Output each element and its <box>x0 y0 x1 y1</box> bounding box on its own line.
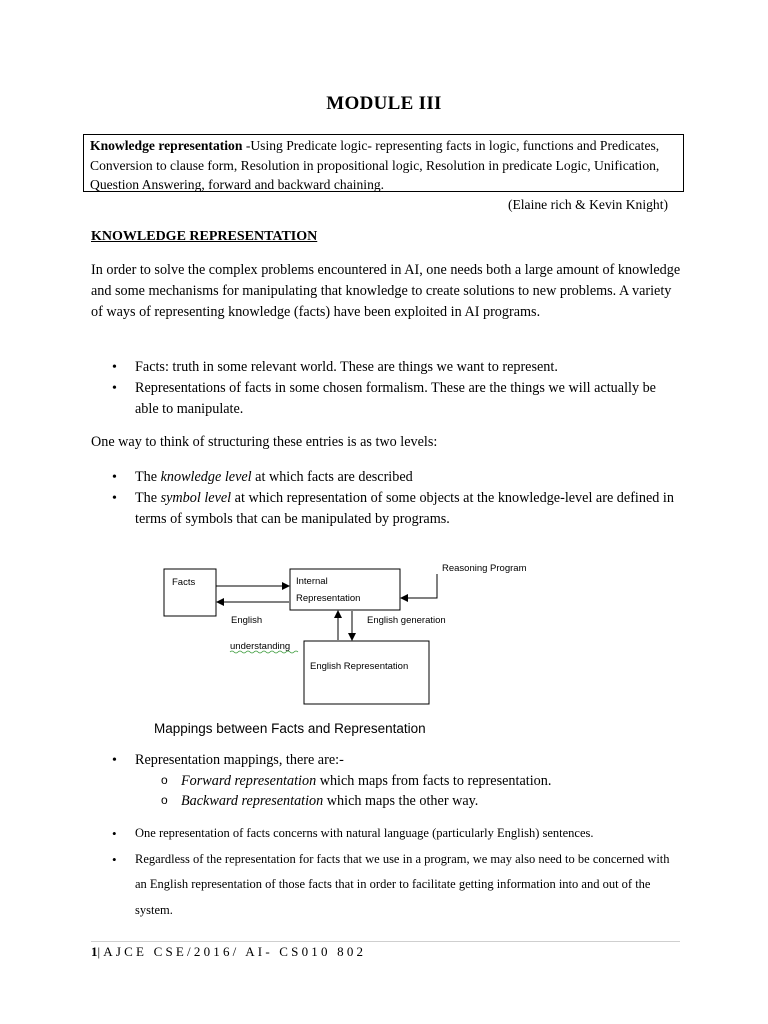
list-item: o Forward representation which maps from facts to representation. <box>91 771 681 791</box>
knowledge-level-term: knowledge level <box>160 469 252 485</box>
english-bullet-list <box>91 821 681 923</box>
reasoning-program-arrow <box>401 574 437 598</box>
list-item: o Backward representation which maps the other way. <box>91 791 681 811</box>
list-item: • Facts: truth in some relevant world. These are things we want to represent. <box>91 357 681 378</box>
syllabus-box <box>83 134 684 192</box>
spellcheck-underline <box>230 651 298 653</box>
mappings-bullet-list <box>91 750 681 771</box>
backward-representation-term: Backward representation <box>181 793 324 809</box>
footer-rule <box>91 941 680 942</box>
list-item: • The symbol level at which representation of some objects at the knowledge-level are defined in terms of symbols that can be manipulated by programs. <box>91 488 681 530</box>
syllabus-description: -Using Predicate logic- representing facts in logic, functions and Predicates, Conversion to clause form, Resolution in propositional logic, Resolution in predicate Logic, Unification, Question Answering, forward and backward chaining. <box>90 138 660 192</box>
syllabus-reference: (Elaine rich & Kevin Knight) <box>507 197 668 212</box>
symbol-level-term: symbol level <box>160 490 232 506</box>
facts-label: Facts <box>172 577 196 588</box>
page-title: MODULE III <box>326 93 442 114</box>
section-heading: KNOWLEDGE REPRESENTATION <box>91 229 318 244</box>
list-item: • The knowledge level at which facts are described <box>91 467 681 488</box>
english-label: English <box>231 615 263 626</box>
page-number: 1 <box>91 944 98 959</box>
list-item: • Representation mappings, there are:- <box>91 750 681 771</box>
mappings-sub-list <box>91 771 681 811</box>
list-item: • Regardless of the representation for facts that we use in a program, we may also need to be concerned with an English representation of those facts that in order to facilitate getting information into and out of the system. <box>91 847 681 924</box>
mapping-diagram <box>150 555 550 745</box>
intro-paragraph: In order to solve the complex problems encountered in AI, one needs both a large amount of knowledge and some mechanisms for manipulating that knowledge to create solutions to new problems. A variety of ways of representing knowledge (facts) have been exploited in AI programs. <box>91 262 681 320</box>
understanding-label: understanding <box>230 641 291 652</box>
diagram-caption: Mappings between Facts and Representation <box>154 721 426 736</box>
english-generation-label: English generation <box>367 615 446 626</box>
list-item: • One representation of facts concerns with natural language (particularly English) sentences. <box>91 821 681 847</box>
english-representation-box <box>304 641 429 704</box>
list-item: • Representations of facts in some chosen formalism. These are the things we will actually be able to manipulate. <box>91 378 681 420</box>
page-footer <box>91 944 366 960</box>
footer-text: |AJCE CSE/2016/ AI- CS010 802 <box>97 944 367 959</box>
internal-label-line2: Representation <box>296 593 361 604</box>
reasoning-program-label: Reasoning Program <box>442 563 527 574</box>
forward-representation-term: Forward representation <box>181 773 317 789</box>
facts-bullet-list <box>91 357 681 420</box>
english-representation-label: English Representation <box>310 661 409 672</box>
internal-label-line1: Internal <box>296 576 328 587</box>
syllabus-topic: Knowledge representation <box>90 138 243 153</box>
levels-intro: One way to think of structuring these entries is as two levels: <box>91 434 438 450</box>
levels-bullet-list <box>91 467 681 530</box>
